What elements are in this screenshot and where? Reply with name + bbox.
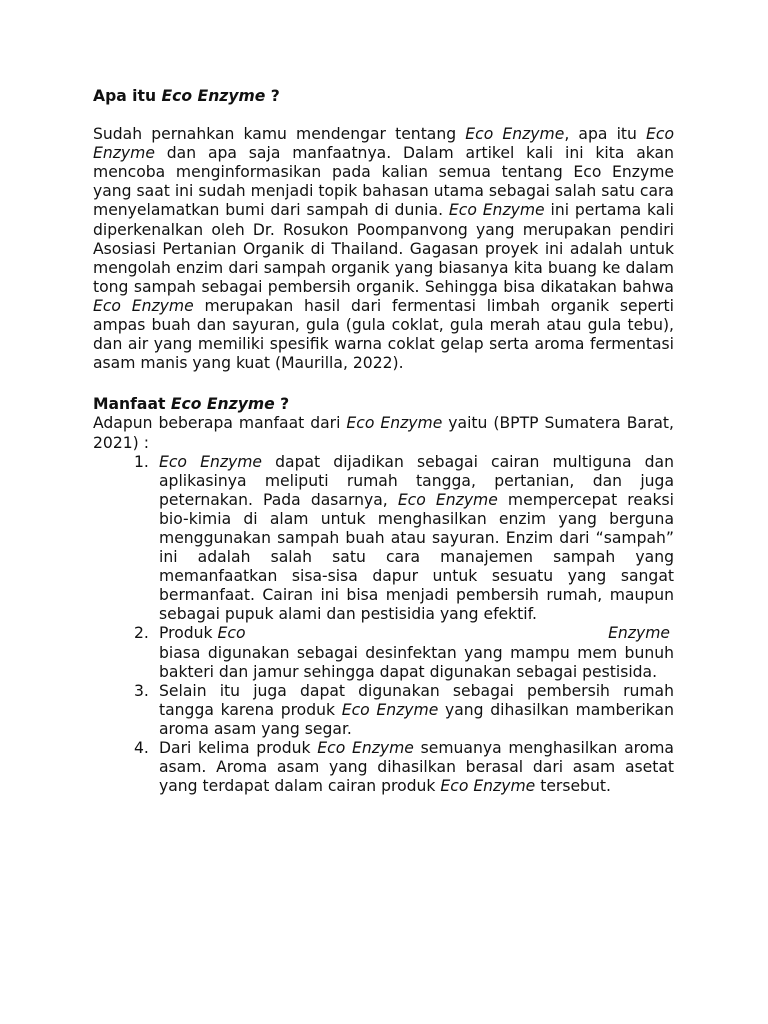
list-item: 1. Eco Enzyme dapat dijadikan sebagai cairan multiguna dan aplikasinya meliputi rumah tangga, pertanian, dan juga peternakan. Pada dasarnya, Eco Enzyme mempercepat reaksi bio-kimia di alam untuk menghasilkan enzim yang berguna menggunakan sampah buah atau sayuran. Enzim dari “sampah” ini adalah salah satu cara manajemen sampah yang memanfaatkan sisa-sisa dapur untuk sesuatu yang sangat bermanfaat. Cairan ini bisa menjadi pembersih rumah, maupun sebagai pupuk alami dan pestisidia yang efektif. [134,452,674,624]
lead-paragraph: Adapun beberapa manfaat dari Eco Enzyme yaitu (BPTP Sumatera Barat, 2021) : [93,414,674,452]
heading-apa-itu: Apa itu Eco Enzyme ? [93,87,280,105]
list-item: 3. Selain itu juga dapat digunakan sebagai pembersih rumah tangga karena produk Eco Enzyme yang dihasilkan mamberikan aroma asam yang segar. [134,681,674,738]
intro-paragraph: Sudah pernahkan kamu mendengar tentang Eco Enzyme, apa itu Eco Enzyme dan apa saja manfaatnya. Dalam artikel kali ini kita akan mencoba menginformasikan pada kalian semua tentang Eco Enzyme yang saat ini sudah menjadi topik bahasan utama sebagai salah satu cara menyelamatkan bumi dari sampah di dunia. Eco Enzyme ini pertama kali diperkenalkan oleh Dr. Rosukon Poompanvong yang merupakan pendiri Asosiasi Pertanian Organik di Thailand. Gagasan proyek ini adalah untuk mengolah enzim dari sampah organik yang biasanya kita buang ke dalam tong sampah sebagai pembersih organik. Sehingga bisa dikatakan bahwa Eco Enzyme merupakan hasil dari fermentasi limbah organik seperti ampas buah dan sayuran, gula (gula coklat, gula merah atau gula tebu), dan air yang memiliki spesifik warna coklat gelap serta aroma fermentasi asam manis yang kuat (Maurilla, 2022). [93,125,675,373]
heading-manfaat: Manfaat Eco Enzyme ? [93,395,290,414]
list-item: 4. Dari kelima produk Eco Enzyme semuanya menghasilkan aroma asam. Aroma asam yang dihasilkan berasal dari asam asetat yang terdapat dalam cairan produk Eco Enzyme tersebut. [134,739,674,796]
benefits-list [93,453,674,797]
list-item: 2. Produk Eco Enzyme biasa digunakan sebagai desinfektan yang mampu mem bunuh bakteri dan jamur sehingga dapat digunakan sebagai pestisida. [134,624,674,681]
document-body [93,87,674,796]
